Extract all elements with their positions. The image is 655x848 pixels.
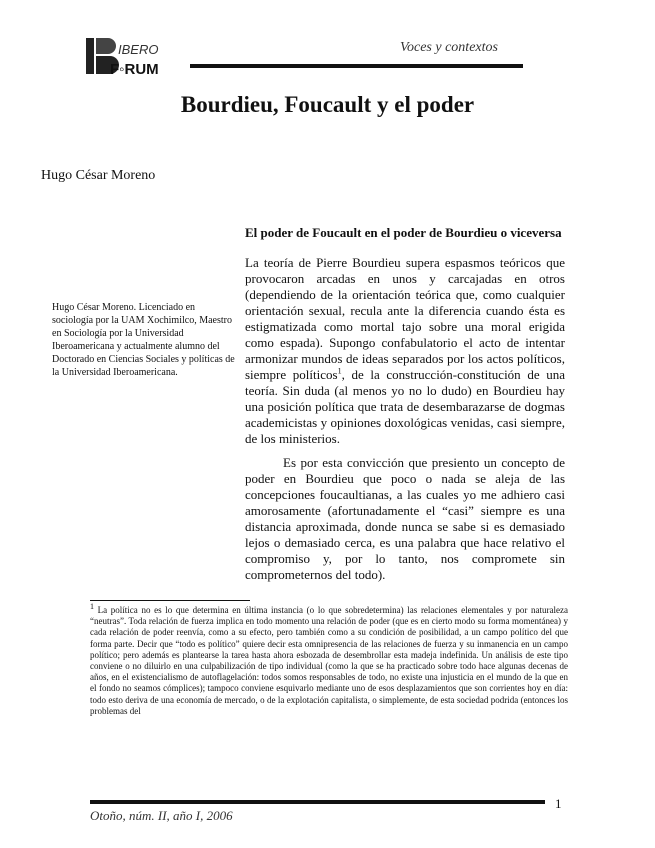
footnote	[90, 602, 568, 717]
article-title: Bourdieu, Foucault y el poder	[180, 92, 475, 117]
footnote-marker: 1	[90, 602, 94, 611]
footnote-text: La política no es lo que determina en última instancia (o lo que sobredetermina) las relaciones elementales y por naturaleza “neutras”. Toda relación de fuerza implica en todo momento una relación de poder (que es en cierto modo su forma momentánea) y cada relación de poder reenvía, como a su efecto, pero también como a su condición de posibilidad, a un campo político del que forma parte. Decir que “todo es político” quiere decir esta omnipresencia de las relaciones de fuerza y su inmanencia en un campo político; pero además es plantearse la tarea hasta ahora esbozada de desembrollar esta madeja indefinida. Un análisis de este tipo conviene o no diluirlo en una culpabilización de tipo individual (como la que se ha practicado sobre todo hace algunas decenas de años, en el existencialismo de autoflagelación: todos somos responsables de todo, no existe una injusticia en el mundo de la que en el fondo no seamos cómplices); tampoco conviene esquivarlo mediante uno de esos desplazamientos que son corrientes hoy en día: todo esto deriva de una economía de mercado, o de la explotación capitalista, o simplemente, de esta sociedad podrida (entonces los problemas del	[90, 605, 568, 716]
footer-rule	[90, 800, 545, 804]
body-text	[245, 255, 565, 591]
paragraph-1: La teoría de Pierre Bourdieu supera espasmos teóricos que provocaron arcadas en unos y carcajadas en otros (dependiendo de la orientación teórica que, como cualquier orientación sexual, recula ante la diferencia cuando ésta es estigmatizada como mortal tajo sobre una moral erigida como espada). Supongo confabulatorio el acto de intentar armonizar mundos de ideas separados por los actos políticos, siempre políticos$^1$, de la construcción-constitución de una teoría. Sin duda (al menos yo no lo dudo) en Bourdieu hay una posición política que trata de desembarazarse de dogmas academicistas y opiniones doxológicas venidas, casi siempre, de los ministerios.	[245, 255, 565, 446]
svg-text:IBERO: IBERO	[118, 42, 159, 57]
ibero-forum-logo-icon	[82, 32, 182, 82]
footnote-reference[interactable]: 1	[337, 366, 342, 376]
svg-text:F◦RUM: F◦RUM	[110, 61, 159, 78]
journal-logo	[82, 32, 182, 82]
author-name: Hugo César Moreno	[41, 168, 156, 183]
section-label: Voces y contextos	[400, 40, 498, 55]
header-rule	[190, 64, 523, 68]
page-number: 1	[555, 796, 562, 811]
footnote-divider	[90, 600, 250, 601]
paragraph-2: Es por esta convicción que presiento un concepto de poder en Bourdieu que poco o nada se aleja de las concepciones foucaultianas, a las cuales yo me adhiero casi amorosamente (afortunadamente el “casi” siempre es una distancia aproximada, donde nunca se sabe si es demasiado lejos o demasiado cerca, es una palabra que hace relativo el compromiso y, por lo tanto, nos compromete sin comprometernos del todo).	[245, 455, 565, 582]
author-bio: Hugo César Moreno. Licenciado en sociología por la UAM Xochimilco, Maestro en Sociología por la Universidad Iberoamericana y actualmente alumno del Doctorado en Ciencias Sociales y políticas de la Universidad Iberoamericana.	[52, 302, 235, 378]
issue-info: Otoño, núm. II, año I, 2006	[90, 808, 233, 823]
section-heading: El poder de Foucault en el poder de Bourdieu o viceversa	[245, 225, 562, 240]
